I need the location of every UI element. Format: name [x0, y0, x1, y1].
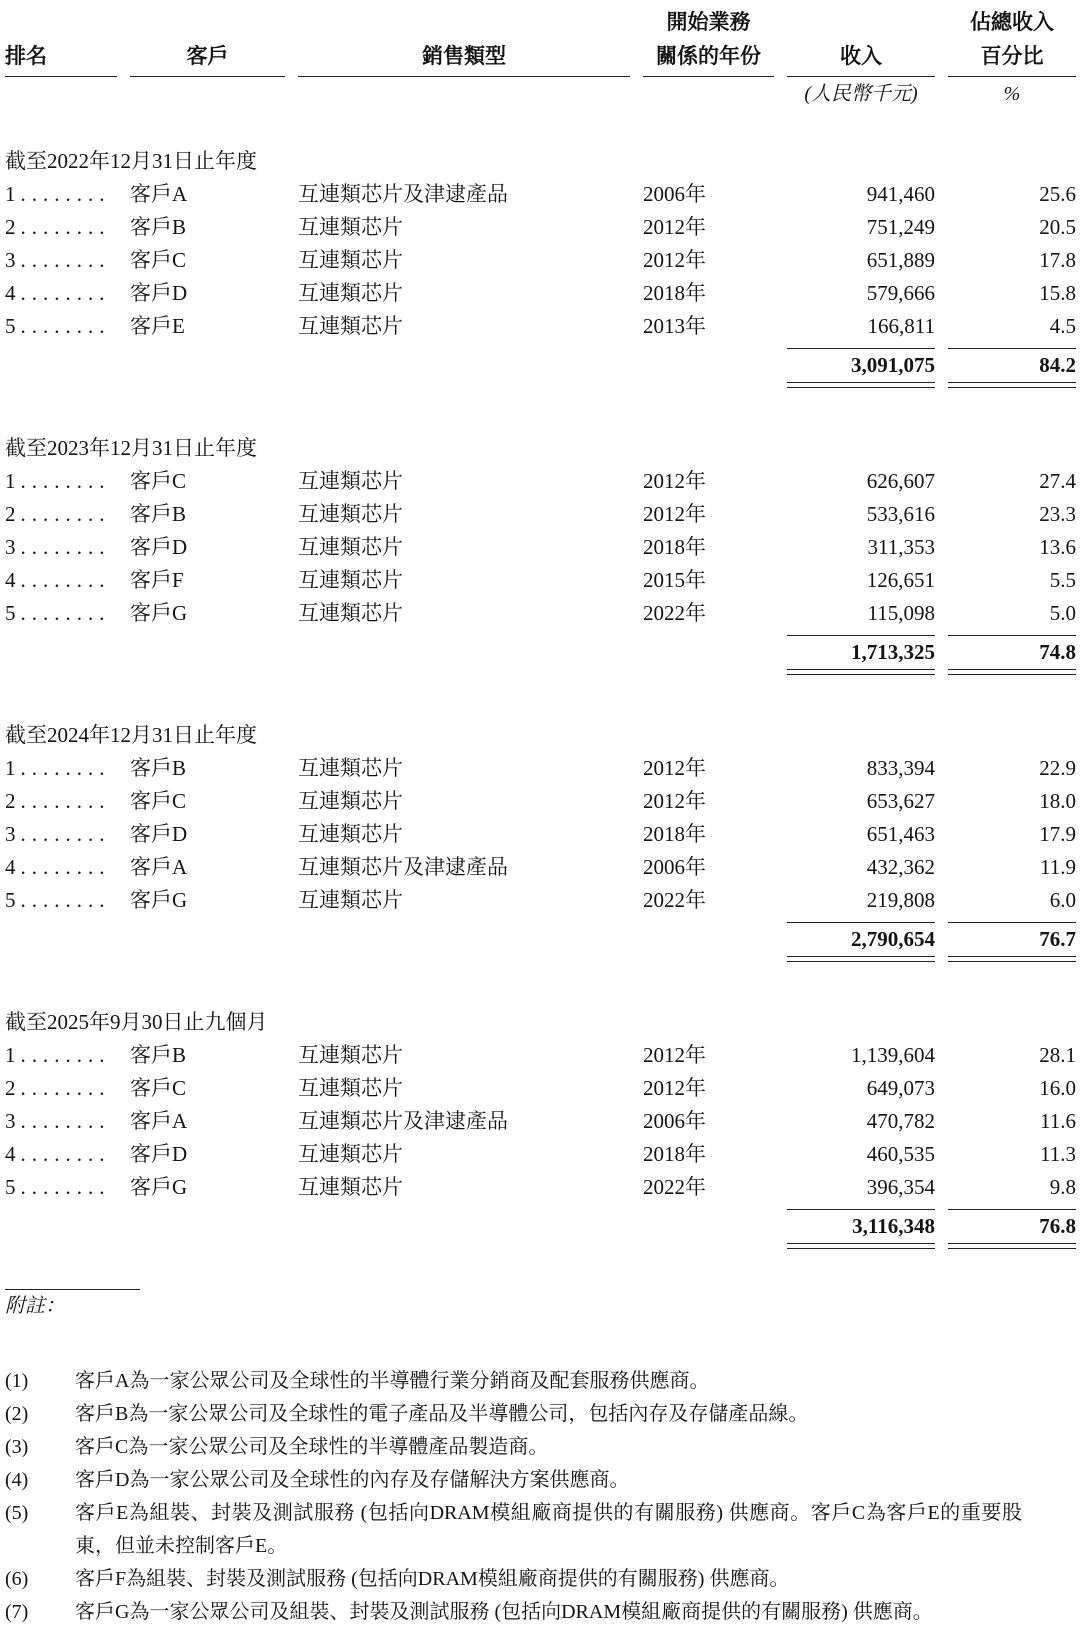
notes-heading: 附註： — [5, 1295, 65, 1317]
table-row — [5, 1171, 1076, 1204]
sales-type-cell: 互連類芯片 — [298, 789, 403, 813]
rank-cell — [5, 851, 117, 884]
percent-cell: 6.0 — [1049, 888, 1076, 912]
customer-cell: 客戶B — [130, 215, 187, 239]
sales-type-cell: 互連類芯片 — [298, 568, 403, 592]
revenue-cell: 751,249 — [866, 215, 935, 239]
customer-cell: 客戶C — [130, 789, 187, 813]
sales-type-cell: 互連類芯片 — [298, 1076, 403, 1100]
total-revenue-cell — [787, 635, 935, 675]
note-item — [5, 1563, 1050, 1596]
year-cell: 2012年 — [643, 789, 706, 813]
total-revenue-value: 2,790,654 — [851, 927, 935, 951]
total-percent-value: 84.2 — [1039, 353, 1076, 377]
period-section — [5, 1006, 1076, 1249]
table-header — [5, 6, 1076, 77]
notes-list — [5, 1365, 1076, 1629]
rank-cell — [5, 465, 117, 498]
total-row — [5, 917, 1076, 962]
percent-cell: 28.1 — [1039, 1043, 1076, 1067]
rank-cell — [5, 752, 117, 785]
customer-cell: 客戶B — [130, 1043, 187, 1067]
column-label-revenue: 收入 — [840, 45, 882, 68]
spacer-cell — [298, 630, 630, 675]
rank-number: 4 — [5, 855, 16, 879]
table-row — [5, 1105, 1076, 1138]
year-cell: 2022年 — [643, 1175, 706, 1199]
sales-type-cell: 互連類芯片 — [298, 502, 403, 526]
spacer-cell — [130, 343, 285, 388]
period-section — [5, 719, 1076, 962]
percent-cell: 16.0 — [1039, 1076, 1076, 1100]
percent-cell: 22.9 — [1039, 756, 1076, 780]
note-number: (7) — [5, 1601, 29, 1623]
table-row — [5, 597, 1076, 630]
sales-type-cell: 互連類芯片及津逮產品 — [298, 1109, 508, 1133]
customer-cell: 客戶B — [130, 502, 187, 526]
revenue-cell: 470,782 — [866, 1109, 935, 1133]
table-row — [5, 531, 1076, 564]
column-header-percent — [948, 6, 1076, 77]
rank-number: 1 — [5, 469, 16, 493]
customer-cell: 客戶A — [130, 855, 188, 879]
sales-type-cell: 互連類芯片及津逮產品 — [298, 182, 508, 206]
percent-cell: 11.9 — [1040, 855, 1076, 879]
spacer-cell — [5, 343, 117, 388]
customer-cell: 客戶E — [130, 314, 185, 338]
rank-cell — [5, 597, 117, 630]
customer-cell: 客戶F — [130, 568, 184, 592]
revenue-cell: 1,139,604 — [851, 1043, 935, 1067]
rank-number: 5 — [5, 1175, 16, 1199]
revenue-cell: 219,808 — [866, 888, 935, 912]
double-rule — [948, 669, 1076, 675]
percent-cell: 11.3 — [1040, 1142, 1076, 1166]
year-cell: 2012年 — [643, 1043, 706, 1067]
column-header-revenue — [787, 6, 935, 77]
dot-leader: ........ — [20, 822, 111, 846]
spacer-cell — [5, 79, 117, 109]
dot-leader: ........ — [20, 756, 111, 780]
column-label-year-line2: 關係的年份 — [656, 45, 761, 68]
double-rule — [787, 382, 935, 388]
note-number: (3) — [5, 1436, 29, 1458]
rank-cell — [5, 785, 117, 818]
rank-cell — [5, 531, 117, 564]
total-revenue-value: 3,091,075 — [851, 353, 935, 377]
sales-type-cell: 互連類芯片 — [298, 215, 403, 239]
table-row — [5, 752, 1076, 785]
percent-cell: 13.6 — [1039, 535, 1076, 559]
column-label-sales-type: 銷售類型 — [422, 45, 506, 68]
dot-leader: ........ — [20, 888, 111, 912]
dot-leader: ........ — [20, 502, 111, 526]
note-text: 客戶E為組裝、封裝及測試服務 (包括向DRAM模組廠商提供的有關服務) 供應商。客戶C為客戶E的重要股東，但並未控制客戶E。 — [75, 1502, 1022, 1557]
dot-leader: ........ — [20, 789, 111, 813]
note-item — [5, 1398, 1050, 1431]
percent-cell: 27.4 — [1039, 469, 1076, 493]
year-cell: 2006年 — [643, 182, 706, 206]
percent-cell: 11.6 — [1040, 1109, 1076, 1133]
total-revenue-value: 3,116,348 — [852, 1214, 935, 1238]
revenue-cell: 651,463 — [866, 822, 935, 846]
column-header-rank — [5, 6, 117, 77]
dot-leader: ........ — [20, 314, 111, 338]
sales-type-cell: 互連類芯片 — [298, 535, 403, 559]
note-number: (4) — [5, 1469, 29, 1491]
customer-cell: 客戶D — [130, 281, 188, 305]
note-text: 客戶G為一家公眾公司及組裝、封裝及測試服務 (包括向DRAM模組廠商提供的有關服務) 供應商。 — [75, 1601, 933, 1623]
note-number: (6) — [5, 1568, 29, 1590]
sales-type-cell: 互連類芯片 — [298, 756, 403, 780]
customer-cell: 客戶B — [130, 756, 187, 780]
spacer-cell — [5, 1204, 117, 1249]
year-cell: 2015年 — [643, 568, 706, 592]
percent-cell: 25.6 — [1039, 182, 1076, 206]
total-percent-cell — [948, 922, 1076, 962]
customer-cell: 客戶A — [130, 1109, 188, 1133]
revenue-cell: 432,362 — [866, 855, 935, 879]
year-cell: 2012年 — [643, 756, 706, 780]
revenue-cell: 653,627 — [866, 789, 935, 813]
customer-cell: 客戶G — [130, 1175, 188, 1199]
double-rule — [948, 956, 1076, 962]
year-cell: 2012年 — [643, 1076, 706, 1100]
spacer-cell — [5, 917, 117, 962]
customer-cell: 客戶G — [130, 601, 188, 625]
table-row — [5, 1138, 1076, 1171]
revenue-cell: 579,666 — [866, 281, 935, 305]
period-sections — [5, 145, 1076, 1249]
table-row — [5, 211, 1076, 244]
sales-type-cell: 互連類芯片 — [298, 888, 403, 912]
percent-cell: 5.0 — [1049, 601, 1076, 625]
dot-leader: ........ — [20, 1175, 111, 1199]
column-label-year-line1: 開始業務 — [666, 11, 751, 34]
dot-leader: ........ — [20, 248, 111, 272]
table-row — [5, 564, 1076, 597]
spacer-cell — [130, 1204, 285, 1249]
revenue-cell: 126,651 — [866, 568, 935, 592]
period-section — [5, 432, 1076, 675]
total-percent-cell — [948, 635, 1076, 675]
rank-cell — [5, 310, 117, 343]
revenue-cell: 115,098 — [867, 601, 935, 625]
rank-number: 3 — [5, 535, 16, 559]
dot-leader: ........ — [20, 1076, 111, 1100]
rank-number: 1 — [5, 1043, 16, 1067]
rank-number: 3 — [5, 822, 16, 846]
table-row — [5, 244, 1076, 277]
rank-number: 5 — [5, 314, 16, 338]
customer-cell: 客戶D — [130, 822, 188, 846]
customer-cell: 客戶G — [130, 888, 188, 912]
revenue-cell: 941,460 — [866, 182, 935, 206]
table-row — [5, 851, 1076, 884]
column-label-percent-line2: 百分比 — [980, 45, 1044, 68]
customer-cell: 客戶D — [130, 535, 188, 559]
revenue-cell: 833,394 — [866, 756, 935, 780]
rank-cell — [5, 818, 117, 851]
total-percent-cell — [948, 1209, 1076, 1249]
rank-number: 2 — [5, 789, 16, 813]
rank-number: 2 — [5, 1076, 16, 1100]
table-row — [5, 178, 1076, 211]
revenue-cell: 166,811 — [867, 314, 935, 338]
year-cell: 2012年 — [643, 502, 706, 526]
note-text: 客戶A為一家公眾公司及全球性的半導體行業分銷商及配套服務供應商。 — [75, 1370, 710, 1392]
rank-cell — [5, 277, 117, 310]
customer-cell: 客戶A — [130, 182, 188, 206]
table-row — [5, 310, 1076, 343]
sales-type-cell: 互連類芯片 — [298, 469, 403, 493]
rank-number: 2 — [5, 215, 16, 239]
percent-cell: 17.9 — [1039, 822, 1076, 846]
total-row — [5, 1204, 1076, 1249]
spacer-cell — [643, 79, 774, 109]
spacer-cell — [298, 79, 630, 109]
spacer-cell — [643, 630, 774, 675]
rank-cell — [5, 884, 117, 917]
dot-leader: ........ — [20, 469, 111, 493]
rank-number: 1 — [5, 182, 16, 206]
year-cell: 2018年 — [643, 822, 706, 846]
table-row — [5, 785, 1076, 818]
table-row — [5, 277, 1076, 310]
period-heading: 截至2025年9月30日止九個月 — [5, 1010, 268, 1034]
revenue-cell: 460,535 — [866, 1142, 935, 1166]
year-cell: 2012年 — [643, 248, 706, 272]
column-label-customer: 客戶 — [186, 45, 229, 68]
dot-leader: ........ — [20, 1043, 111, 1067]
year-cell: 2012年 — [643, 469, 706, 493]
percent-cell: 5.5 — [1049, 568, 1076, 592]
note-item — [5, 1464, 1050, 1497]
note-item — [5, 1431, 1050, 1464]
note-item — [5, 1497, 1050, 1563]
spacer-cell — [643, 917, 774, 962]
customer-cell: 客戶C — [130, 248, 187, 272]
percent-cell: 20.5 — [1039, 215, 1076, 239]
spacer-cell — [130, 630, 285, 675]
total-percent-value: 74.8 — [1039, 640, 1076, 664]
column-header-customer — [130, 6, 285, 77]
rank-cell — [5, 1039, 117, 1072]
table-row — [5, 498, 1076, 531]
percent-cell: 9.8 — [1049, 1175, 1076, 1199]
spacer-cell — [643, 343, 774, 388]
rank-number: 2 — [5, 502, 16, 526]
sales-type-cell: 互連類芯片 — [298, 822, 403, 846]
year-cell: 2006年 — [643, 855, 706, 879]
total-revenue-cell — [787, 922, 935, 962]
note-text: 客戶B為一家公眾公司及全球性的電子產品及半導體公司，包括內存及存儲產品線。 — [75, 1403, 809, 1425]
spacer-cell — [298, 917, 630, 962]
note-item — [5, 1596, 1050, 1629]
sales-type-cell: 互連類芯片 — [298, 1175, 403, 1199]
rank-number: 3 — [5, 1109, 16, 1133]
note-number: (2) — [5, 1403, 29, 1425]
spacer-cell — [298, 1204, 630, 1249]
period-heading: 截至2022年12月31日止年度 — [5, 149, 257, 173]
dot-leader: ........ — [20, 1142, 111, 1166]
revenue-cell: 533,616 — [866, 502, 935, 526]
sales-type-cell: 互連類芯片 — [298, 1142, 403, 1166]
rank-cell — [5, 211, 117, 244]
year-cell: 2022年 — [643, 888, 706, 912]
spacer-cell — [5, 630, 117, 675]
customer-cell: 客戶C — [130, 469, 187, 493]
column-header-year — [643, 6, 774, 77]
revenue-cell: 626,607 — [866, 469, 935, 493]
customer-cell: 客戶D — [130, 1142, 188, 1166]
period-heading: 截至2024年12月31日止年度 — [5, 723, 257, 747]
column-label-percent-line1: 佔總收入 — [970, 11, 1054, 34]
total-revenue-cell — [787, 348, 935, 388]
year-cell: 2022年 — [643, 601, 706, 625]
note-item — [5, 1365, 1050, 1398]
percent-cell: 18.0 — [1039, 789, 1076, 813]
total-percent-cell — [948, 348, 1076, 388]
period-heading: 截至2023年12月31日止年度 — [5, 436, 257, 460]
table-row — [5, 1072, 1076, 1105]
table-row — [5, 884, 1076, 917]
total-revenue-cell — [787, 1209, 935, 1249]
dot-leader: ........ — [20, 1109, 111, 1133]
revenue-cell: 311,353 — [867, 535, 935, 559]
sales-type-cell: 互連類芯片 — [298, 281, 403, 305]
revenue-unit-label: (人民幣千元) — [804, 83, 918, 105]
rank-number: 4 — [5, 1142, 16, 1166]
sales-type-cell: 互連類芯片 — [298, 601, 403, 625]
column-header-sales-type — [298, 6, 630, 77]
rank-number: 3 — [5, 248, 16, 272]
sales-type-cell: 互連類芯片 — [298, 314, 403, 338]
dot-leader: ........ — [20, 182, 111, 206]
double-rule — [948, 1243, 1076, 1249]
period-section — [5, 145, 1076, 388]
dot-leader: ........ — [20, 601, 111, 625]
revenue-cell: 649,073 — [866, 1076, 935, 1100]
rank-cell — [5, 564, 117, 597]
rank-cell — [5, 1138, 117, 1171]
year-cell: 2012年 — [643, 215, 706, 239]
rank-number: 5 — [5, 888, 16, 912]
rank-cell — [5, 244, 117, 277]
rank-cell — [5, 1171, 117, 1204]
percent-cell: 4.5 — [1049, 314, 1076, 338]
double-rule — [787, 956, 935, 962]
table-row — [5, 465, 1076, 498]
spacer-cell — [130, 917, 285, 962]
rank-number: 5 — [5, 601, 16, 625]
note-number: (5) — [5, 1502, 29, 1524]
percent-cell: 15.8 — [1039, 281, 1076, 305]
note-number: (1) — [5, 1370, 29, 1392]
revenue-cell: 651,889 — [866, 248, 935, 272]
dot-leader: ........ — [20, 215, 111, 239]
spacer-cell — [130, 79, 285, 109]
table-row — [5, 818, 1076, 851]
year-cell: 2018年 — [643, 1142, 706, 1166]
total-row — [5, 630, 1076, 675]
year-cell: 2006年 — [643, 1109, 706, 1133]
dot-leader: ........ — [20, 535, 111, 559]
note-text: 客戶F為組裝、封裝及測試服務 (包括向DRAM模組廠商提供的有關服務) 供應商。 — [75, 1568, 790, 1590]
percent-cell: 23.3 — [1039, 502, 1076, 526]
double-rule — [787, 1243, 935, 1249]
sales-type-cell: 互連類芯片及津逮產品 — [298, 855, 508, 879]
rank-cell — [5, 178, 117, 211]
table-row — [5, 1039, 1076, 1072]
rank-number: 4 — [5, 281, 16, 305]
rank-cell — [5, 498, 117, 531]
column-label-rank: 排名 — [5, 45, 47, 68]
spacer-cell — [643, 1204, 774, 1249]
total-row — [5, 343, 1076, 388]
table-subheader — [5, 77, 1076, 109]
rank-number: 4 — [5, 568, 16, 592]
sales-type-cell: 互連類芯片 — [298, 248, 403, 272]
percent-unit-label: % — [1003, 83, 1021, 105]
year-cell: 2018年 — [643, 535, 706, 559]
year-cell: 2018年 — [643, 281, 706, 305]
revenue-cell: 396,354 — [866, 1175, 935, 1199]
note-text: 客戶D為一家公眾公司及全球性的內存及存儲解決方案供應商。 — [75, 1469, 630, 1491]
rank-cell — [5, 1072, 117, 1105]
rank-number: 1 — [5, 756, 16, 780]
year-cell: 2013年 — [643, 314, 706, 338]
total-percent-value: 76.8 — [1039, 1214, 1076, 1238]
dot-leader: ........ — [20, 281, 111, 305]
sales-type-cell: 互連類芯片 — [298, 1043, 403, 1067]
customer-cell: 客戶C — [130, 1076, 187, 1100]
percent-cell: 17.8 — [1039, 248, 1076, 272]
note-text: 客戶C為一家公眾公司及全球性的半導體產品製造商。 — [75, 1436, 549, 1458]
dot-leader: ........ — [20, 855, 111, 879]
total-revenue-value: 1,713,325 — [851, 640, 935, 664]
double-rule — [787, 669, 935, 675]
spacer-cell — [298, 343, 630, 388]
double-rule — [948, 382, 1076, 388]
rank-cell — [5, 1105, 117, 1138]
total-percent-value: 76.7 — [1039, 927, 1076, 951]
dot-leader: ........ — [20, 568, 111, 592]
